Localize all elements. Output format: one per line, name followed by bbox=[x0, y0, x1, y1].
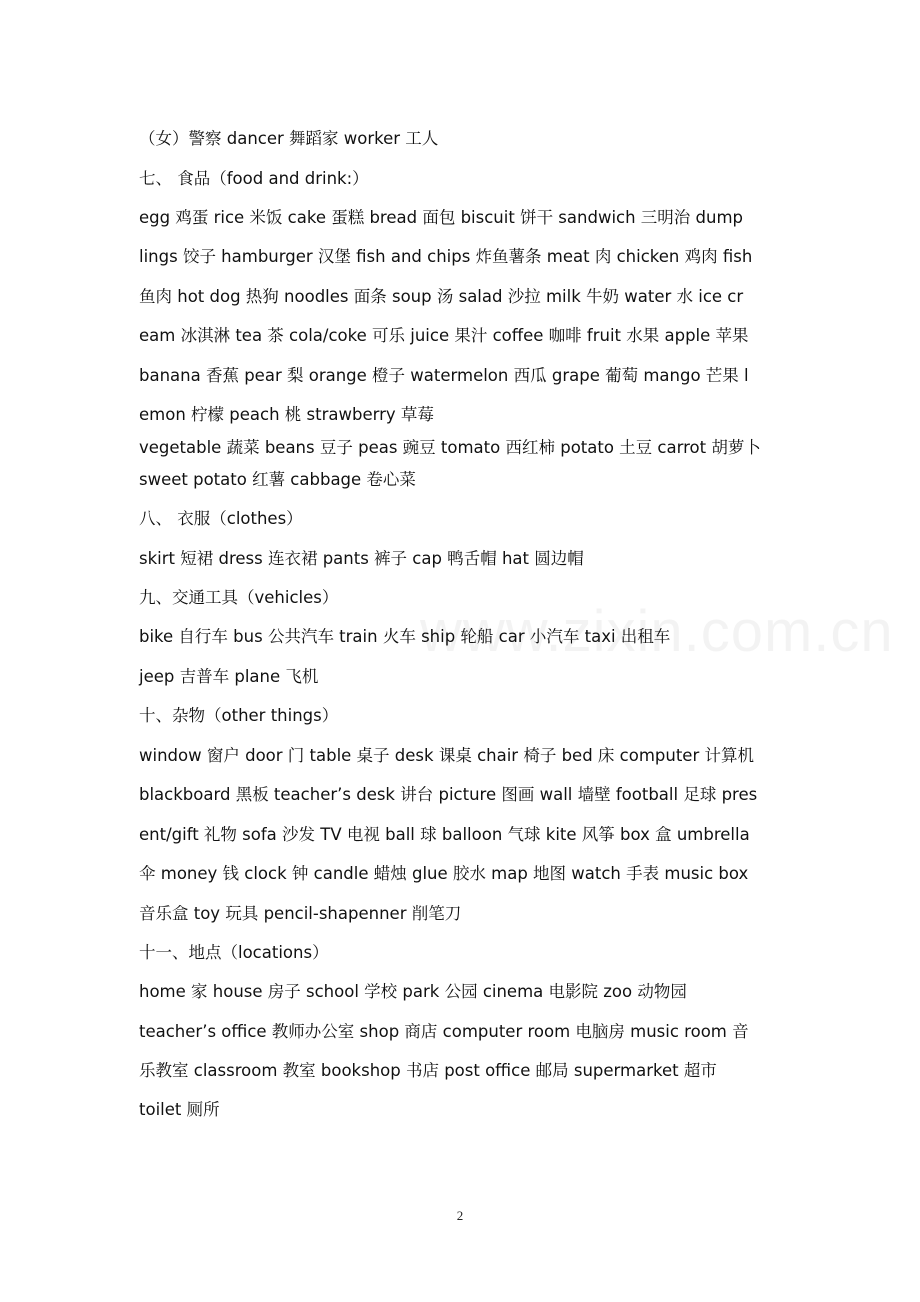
text-line: bike 自行车 bus 公共汽车 train 火车 ship 轮船 car 小汽车 taxi 出租车 bbox=[139, 627, 671, 646]
page-number: 2 bbox=[456, 1208, 464, 1223]
text-line: lings 饺子 hamburger 汉堡 fish and chips 炸鱼薯条 meat 肉 chicken 鸡肉 fish bbox=[139, 247, 753, 266]
text-line: 伞 money 钱 clock 钟 candle 蜡烛 glue 胶水 map 地图 watch 手表 music box bbox=[139, 864, 749, 883]
text-line: vegetable 蔬菜 beans 豆子 peas 豌豆 tomato 西红柿 potato 土豆 carrot 胡萝卜 bbox=[139, 438, 761, 457]
text-line: window 窗户 door 门 table 桌子 desk 课桌 chair 椅子 bed 床 computer 计算机 bbox=[139, 746, 754, 765]
text-line: skirt 短裙 dress 连衣裙 pants 裤子 cap 鸭舌帽 hat 圆边帽 bbox=[139, 549, 584, 568]
section-heading-vehicles: 九、交通工具（vehicles） bbox=[139, 588, 339, 607]
text-line: ent/gift 礼物 sofa 沙发 TV 电视 ball 球 balloon 气球 kite 风筝 box 盒 umbrella bbox=[139, 825, 750, 844]
text-line: banana 香蕉 pear 梨 orange 橙子 watermelon 西瓜 grape 葡萄 mango 芒果 l bbox=[139, 366, 749, 385]
text-line: jeep 吉普车 plane 飞机 bbox=[139, 667, 319, 686]
section-heading-other-things: 十、杂物（other things） bbox=[139, 706, 339, 725]
section-heading-locations: 十一、地点（locations） bbox=[139, 943, 329, 962]
text-line: eam 冰淇淋 tea 茶 cola/coke 可乐 juice 果汁 coffee 咖啡 fruit 水果 apple 苹果 bbox=[139, 326, 749, 345]
text-line: 音乐盒 toy 玩具 pencil-shapenner 削笔刀 bbox=[139, 904, 462, 923]
section-heading-food: 七、 食品（food and drink:） bbox=[139, 169, 369, 188]
section-heading-clothes: 八、 衣服（clothes） bbox=[139, 509, 303, 528]
text-line: 鱼肉 hot dog 热狗 noodles 面条 soup 汤 salad 沙拉 milk 牛奶 water 水 ice cr bbox=[139, 287, 744, 306]
text-line: home 家 house 房子 school 学校 park 公园 cinema 电影院 zoo 动物园 bbox=[139, 982, 687, 1001]
text-line: 乐教室 classroom 教室 bookshop 书店 post office 邮局 supermarket 超市 bbox=[139, 1061, 717, 1080]
text-line: egg 鸡蛋 rice 米饭 cake 蛋糕 bread 面包 biscuit 饼干 sandwich 三明治 dump bbox=[139, 208, 744, 227]
text-line: emon 柠檬 peach 桃 strawberry 草莓 bbox=[139, 405, 434, 424]
text-line: teacher’s office 教师办公室 shop 商店 computer room 电脑房 music room 音 bbox=[139, 1022, 749, 1041]
text-line: sweet potato 红薯 cabbage 卷心菜 bbox=[139, 470, 416, 489]
text-line: toilet 厕所 bbox=[139, 1100, 220, 1119]
text-line: （女）警察 dancer 舞蹈家 worker 工人 bbox=[139, 129, 439, 148]
text-line: blackboard 黑板 teacher’s desk 讲台 picture 图画 wall 墙壁 football 足球 pres bbox=[139, 785, 758, 804]
watermark bbox=[420, 598, 894, 665]
